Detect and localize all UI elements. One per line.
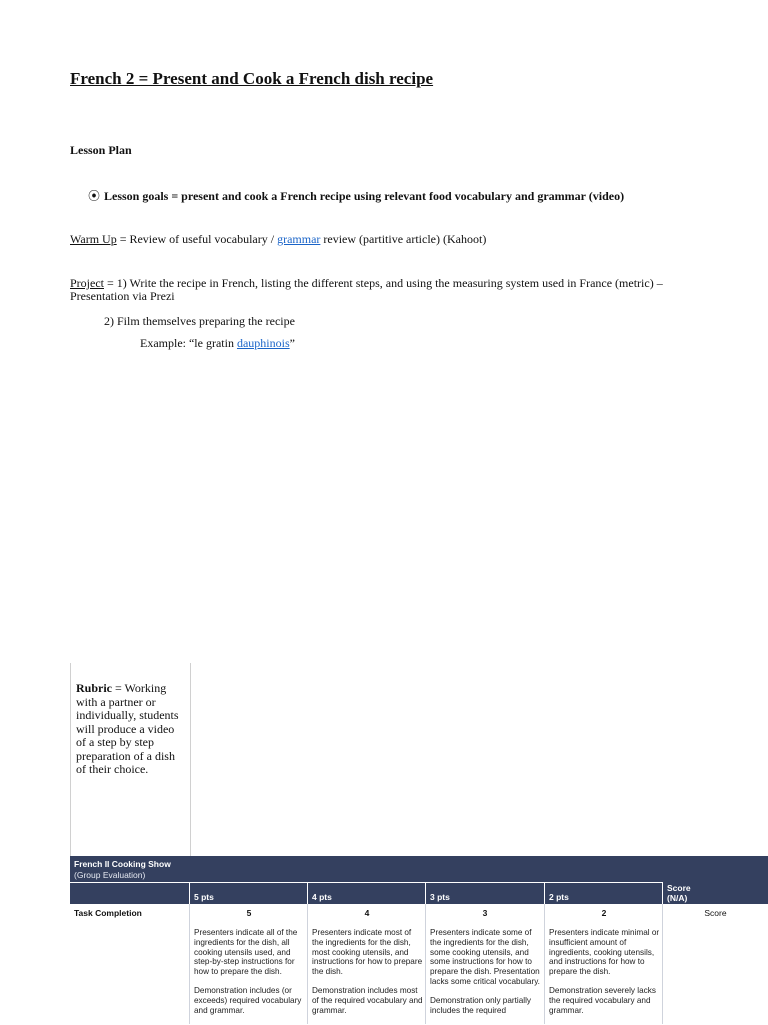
warm-up-text-after: review (partitive article) (Kahoot) [320,232,487,246]
header-4-pts-label: 4 pts [312,892,332,902]
description-text: Presenters indicate all of the ingredients for the dish, all cooking utensils used, and step-by-step instructions for how to prepare the dish. [194,928,298,977]
row-value-2: 2 [601,908,607,918]
description-text: Demonstration only partially includes the required [430,996,532,1016]
grammar-link[interactable]: grammar [277,232,321,246]
column-divider [544,904,545,1024]
example-text-before: Example: “le gratin [140,336,237,350]
project-step-2: 2) Film themselves preparing the recipe [104,314,295,328]
column-divider [307,904,308,1024]
column-divider [662,904,663,1024]
table-title: French II Cooking Show [74,859,171,869]
table-title-bar [70,856,768,882]
radio-bullet-icon: ⦿ [88,189,101,203]
header-4-pts [308,883,425,904]
example-line [140,336,295,351]
header-3-pts-label: 3 pts [430,892,450,902]
description-text: Demonstration severely lacks the required vocabulary and grammar. [549,986,656,1016]
rubric-text: = Working with a partner or individually, students will produce a video of a step by step preparation of a dish of their choice. [76,681,179,776]
score-header-line2: (N/A) [667,893,688,903]
warm-up-paragraph [70,232,486,247]
lesson-goal-item [88,187,624,204]
column-divider [425,904,426,1024]
row-label-task-completion: Task Completion [74,908,142,918]
description-4-pts [312,928,423,1025]
example-text-after: ” [289,336,295,350]
header-5-pts-label: 5 pts [194,892,214,902]
column-divider [189,904,190,1024]
header-score [663,880,768,904]
rubric-label: Rubric [76,681,112,695]
row-value-4: 4 [364,908,370,918]
warm-up-label: Warm Up [70,232,117,246]
lesson-plan-heading: Lesson Plan [70,143,132,157]
description-text: Presenters indicate minimal or insufficient amount of ingredients, cooking utensils, and instructions for how to prepare the dish. [549,928,660,977]
description-3-pts [430,928,541,1025]
document-title: French 2 = Present and Cook a French dish recipe [70,69,434,88]
warm-up-text-before: = Review of useful vocabulary / [116,232,278,246]
project-paragraph [70,277,710,303]
project-text: = 1) Write the recipe in French, listing the different steps, and using the measuring system used in France (metric) – Presentation via Prezi [70,276,663,303]
header-3-pts [426,883,544,904]
table-subtitle: (Group Evaluation) [74,870,146,880]
description-text: Demonstration includes (or exceeds) required vocabulary and grammar. [194,986,302,1016]
row-value-5: 5 [246,908,252,918]
header-2-pts-label: 2 pts [549,892,569,902]
rubric-cell [70,663,191,856]
lesson-goal-text: Lesson goals = present and cook a French recipe using relevant food vocabulary and grammar (video) [104,189,625,203]
header-2-pts [545,883,662,904]
score-header-line1: Score [667,883,691,893]
description-text: Presenters indicate some of the ingredients for the dish, some cooking utensils, and some instructions for how to prepare the dish. Presentation lacks some critical vocabulary. [430,928,540,986]
description-text: Demonstration includes most of the required vocabulary and grammar. [312,986,423,1016]
header-5-pts [190,883,307,904]
header-score-label [667,883,691,903]
project-label: Project [70,276,104,290]
row-score: Score [704,908,727,918]
header-cell-empty [70,883,189,904]
description-text: Presenters indicate most of the ingredients for the dish, most cooking utensils, and instructions for how to prepare the dish. [312,928,423,977]
dauphinois-link[interactable]: dauphinois [236,336,290,350]
rubric-description [76,682,186,777]
row-value-3: 3 [482,908,488,918]
description-2-pts [549,928,660,1025]
description-5-pts [194,928,305,1025]
